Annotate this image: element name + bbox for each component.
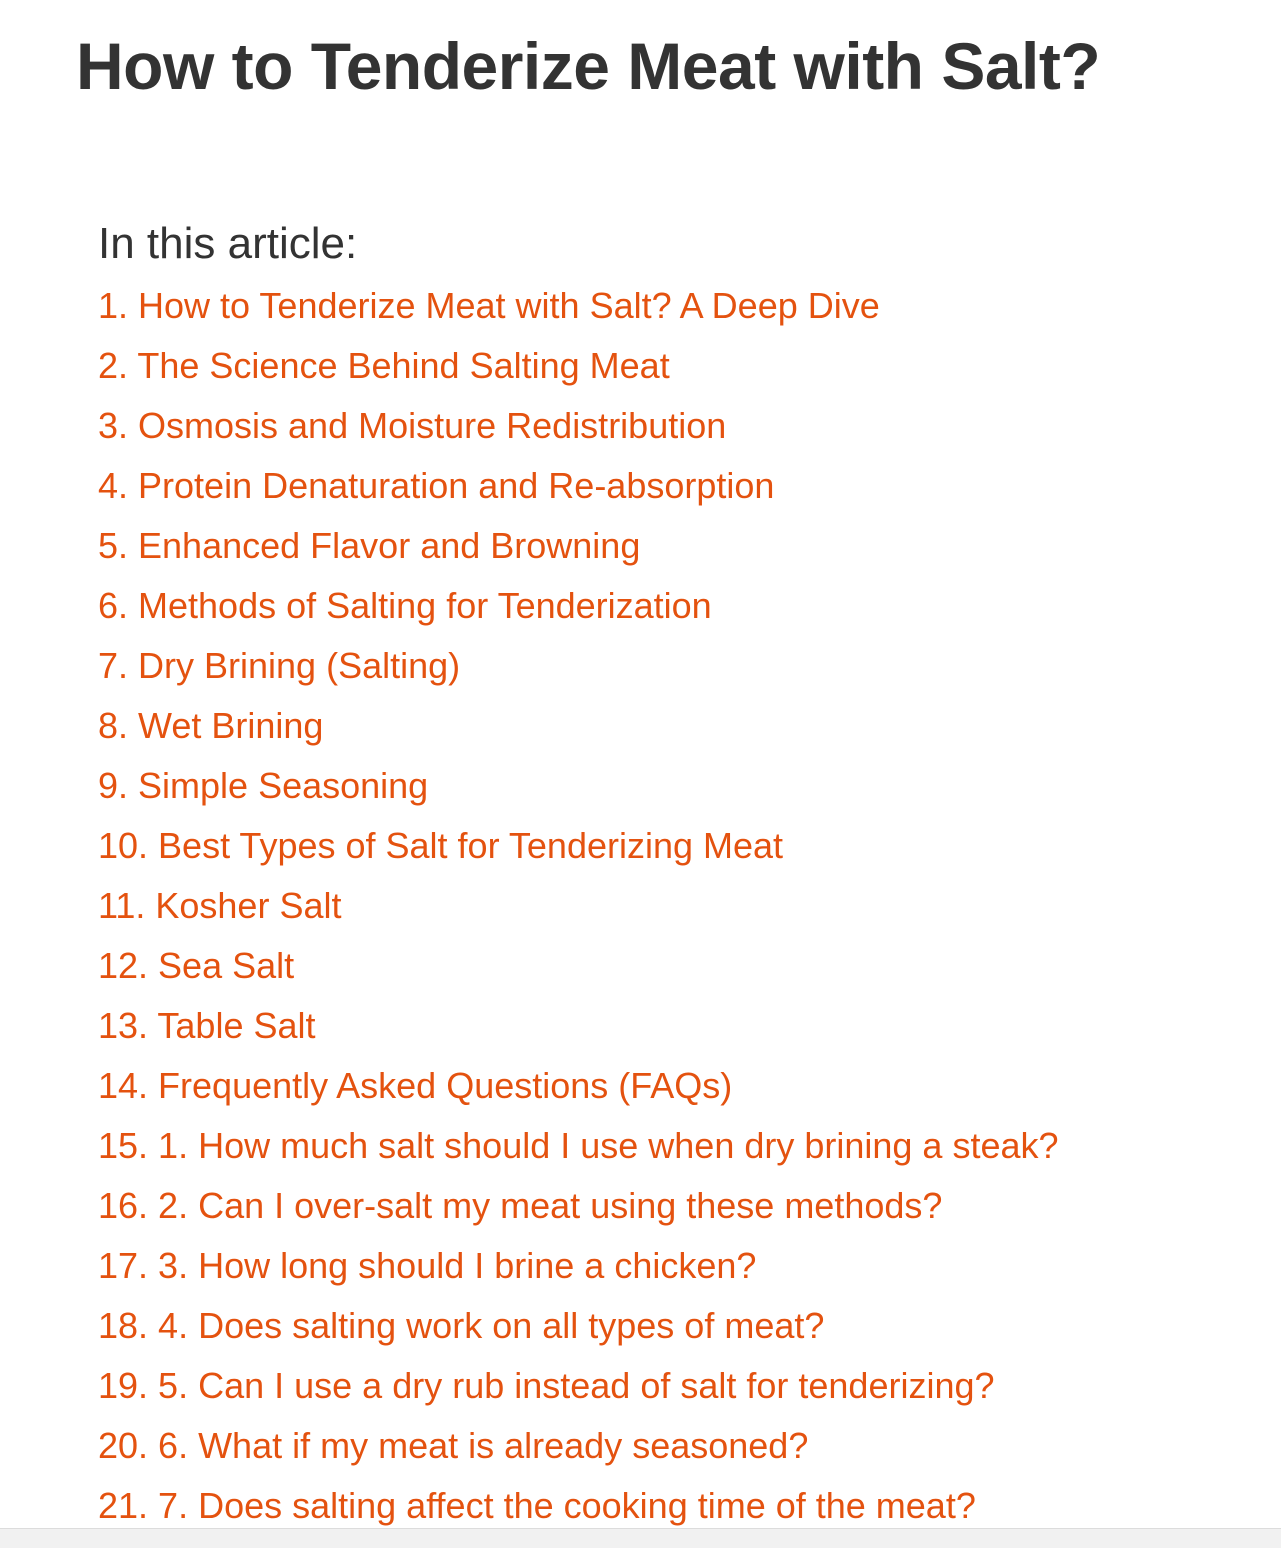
toc-link-7[interactable]: 7. Dry Brining (Salting) — [98, 645, 461, 686]
toc-item — [98, 1356, 1248, 1416]
toc-link-20[interactable]: 20. 6. What if my meat is already seasoned? — [98, 1425, 809, 1466]
toc-item — [98, 756, 1248, 816]
toc-item — [98, 276, 1248, 336]
toc-link-12[interactable]: 12. Sea Salt — [98, 945, 295, 986]
toc-item — [98, 876, 1248, 936]
toc-link-19[interactable]: 19. 5. Can I use a dry rub instead of salt for tenderizing? — [98, 1365, 995, 1406]
toc-item — [98, 1176, 1248, 1236]
toc-item — [98, 576, 1248, 636]
toc-link-9[interactable]: 9. Simple Seasoning — [98, 765, 429, 806]
toc-item — [98, 516, 1248, 576]
toc-item — [98, 696, 1248, 756]
toc-link-2[interactable]: 2. The Science Behind Salting Meat — [98, 345, 670, 386]
toc-link-5[interactable]: 5. Enhanced Flavor and Browning — [98, 525, 641, 566]
toc-item — [98, 636, 1248, 696]
toc-item — [98, 456, 1248, 516]
toc-link-15[interactable]: 15. 1. How much salt should I use when dry brining a steak? — [98, 1125, 1059, 1166]
toc-link-17[interactable]: 17. 3. How long should I brine a chicken? — [98, 1245, 757, 1286]
bottom-bar — [0, 1528, 1281, 1548]
toc-item — [98, 1416, 1248, 1476]
toc-item — [98, 396, 1248, 456]
toc-link-21[interactable]: 21. 7. Does salting affect the cooking time of the meat? — [98, 1485, 976, 1526]
toc-link-8[interactable]: 8. Wet Brining — [98, 705, 324, 746]
toc-link-10[interactable]: 10. Best Types of Salt for Tenderizing Meat — [98, 825, 784, 866]
toc-list — [98, 276, 1248, 1536]
toc-link-6[interactable]: 6. Methods of Salting for Tenderization — [98, 585, 712, 626]
toc-item — [98, 1296, 1248, 1356]
toc-link-1[interactable]: 1. How to Tenderize Meat with Salt? A Deep Dive — [98, 285, 880, 326]
toc-link-13[interactable]: 13. Table Salt — [98, 1005, 316, 1046]
toc-item — [98, 816, 1248, 876]
article-title: How to Tenderize Meat with Salt? — [76, 29, 1101, 103]
toc-link-18[interactable]: 18. 4. Does salting work on all types of meat? — [98, 1305, 825, 1346]
toc-link-16[interactable]: 16. 2. Can I over-salt my meat using these methods? — [98, 1185, 943, 1226]
toc-link-4[interactable]: 4. Protein Denaturation and Re-absorption — [98, 465, 775, 506]
toc-item — [98, 336, 1248, 396]
toc-link-11[interactable]: 11. Kosher Salt — [98, 885, 342, 926]
toc-item — [98, 996, 1248, 1056]
toc-item — [98, 1116, 1248, 1176]
table-of-contents — [98, 214, 1248, 1536]
toc-item — [98, 1056, 1248, 1116]
toc-link-3[interactable]: 3. Osmosis and Moisture Redistribution — [98, 405, 727, 446]
toc-item — [98, 1236, 1248, 1296]
toc-heading: In this article: — [98, 219, 358, 268]
toc-link-14[interactable]: 14. Frequently Asked Questions (FAQs) — [98, 1065, 733, 1106]
toc-item — [98, 1476, 1248, 1536]
toc-item — [98, 936, 1248, 996]
